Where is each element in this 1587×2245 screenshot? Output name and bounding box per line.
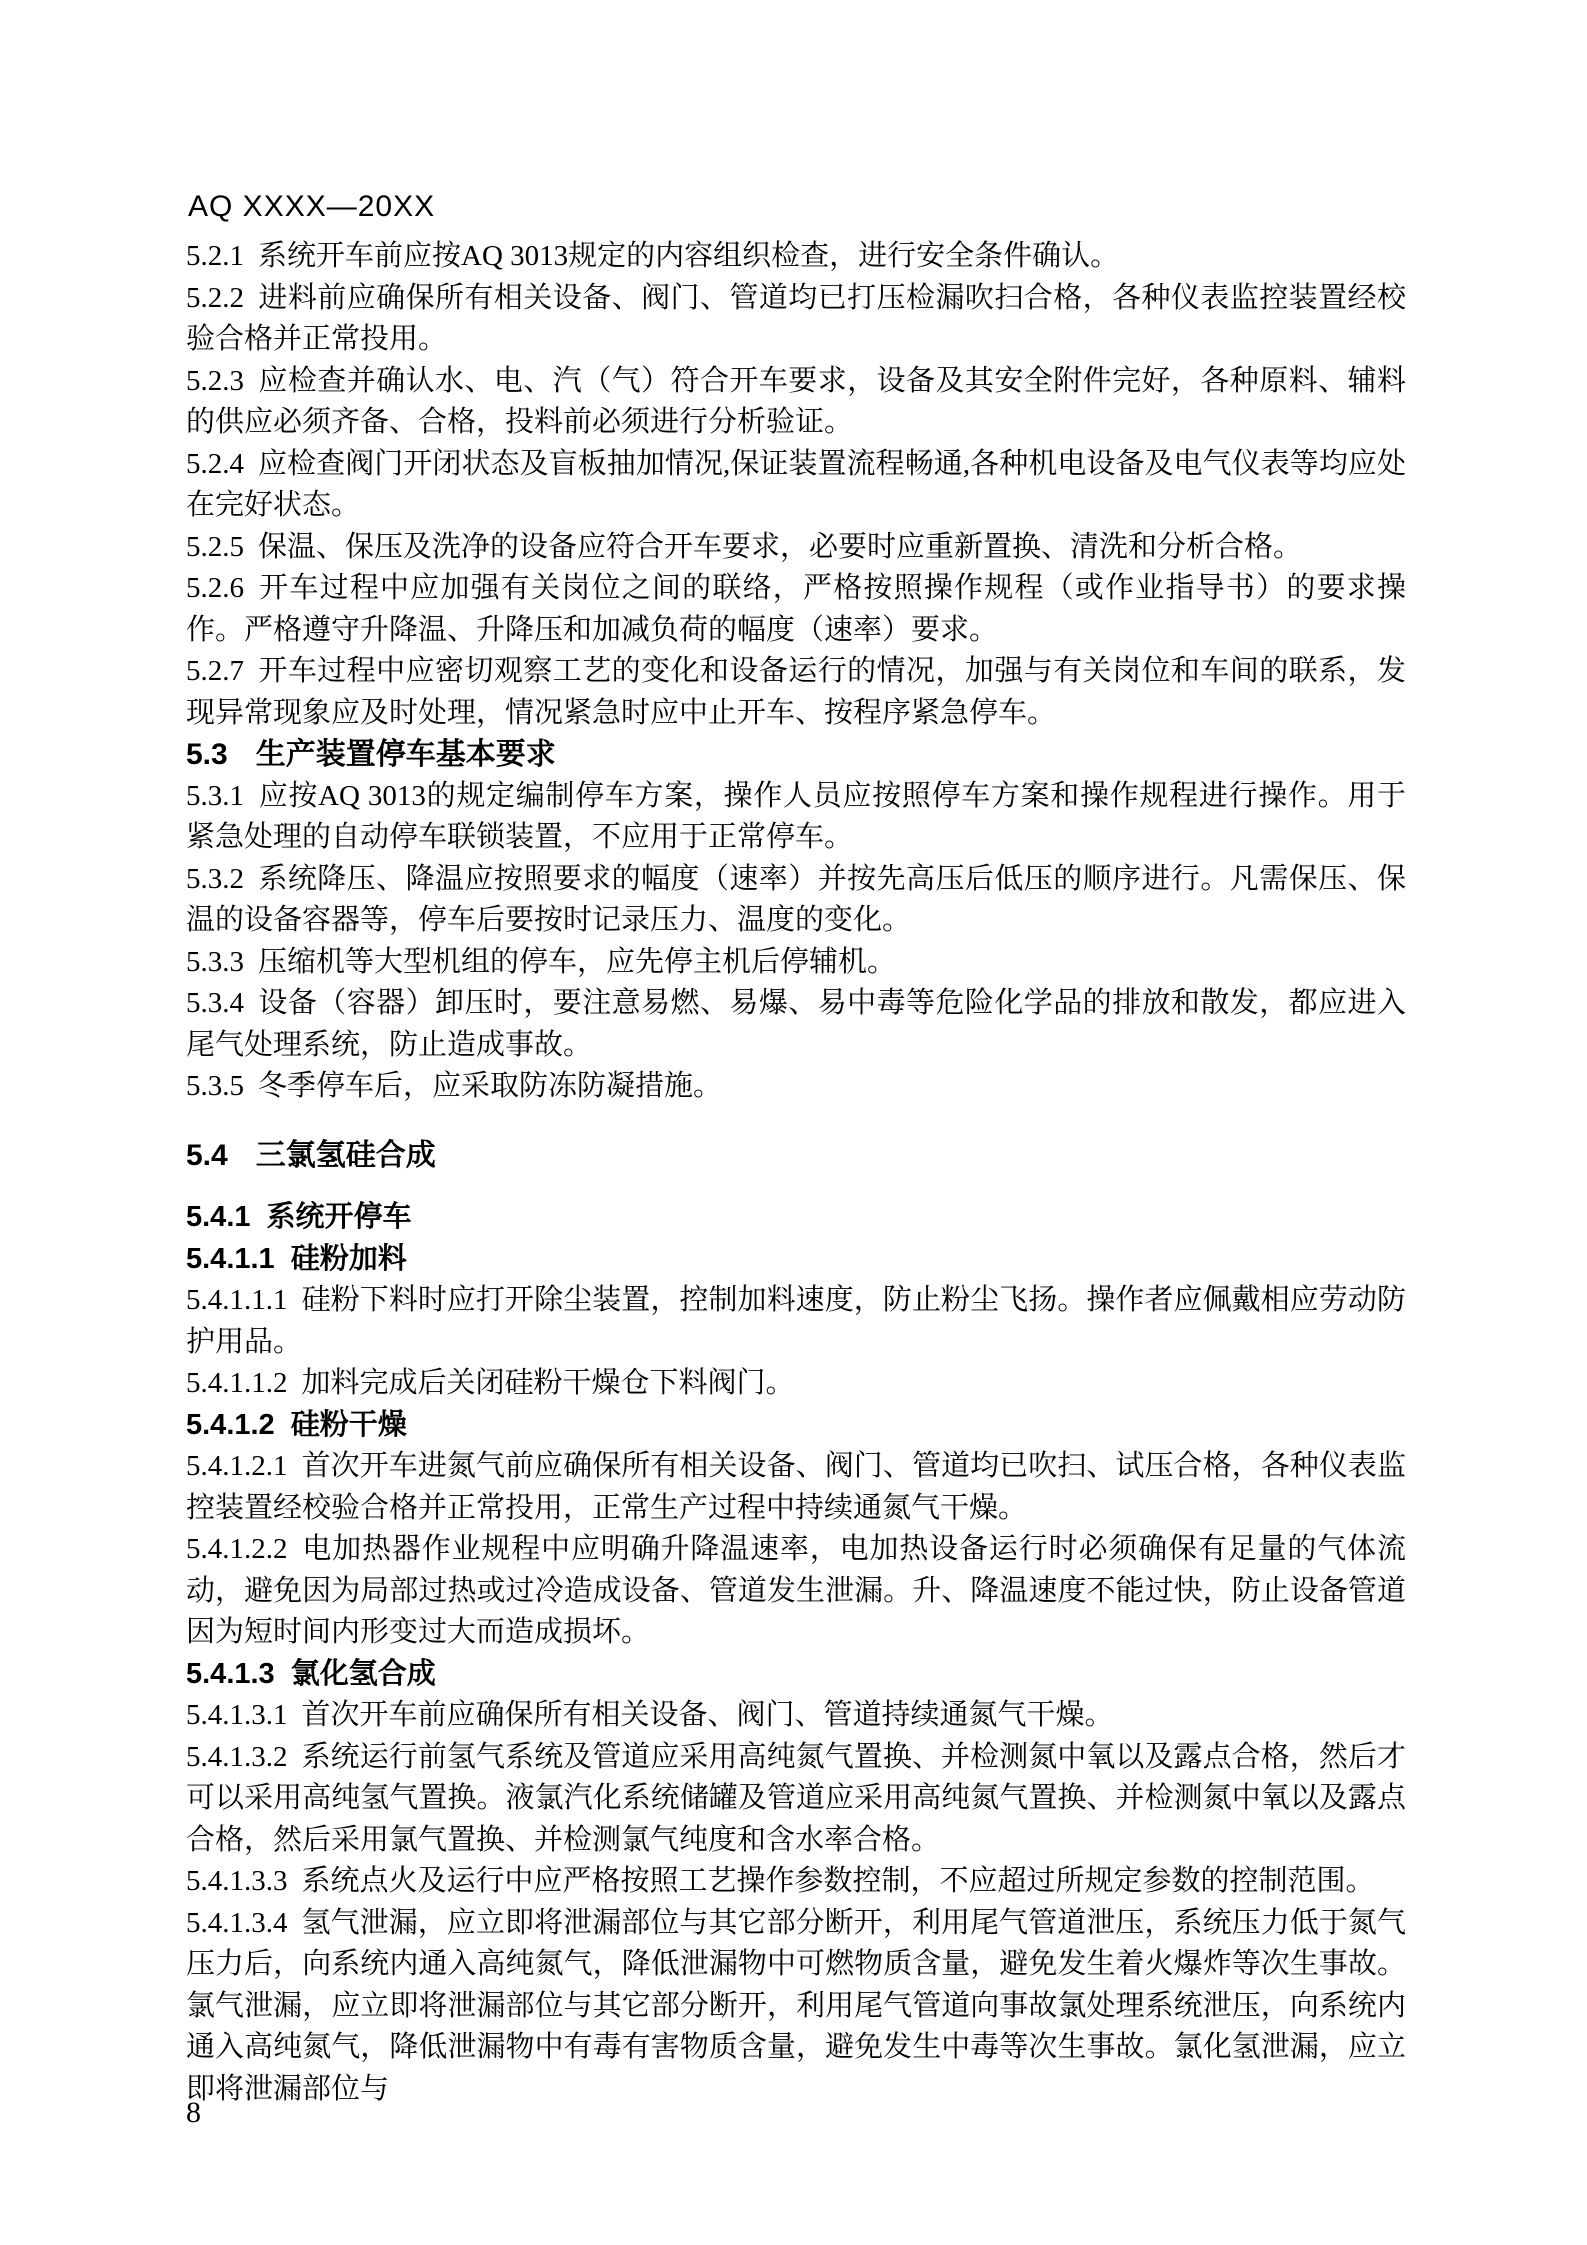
clause-number: 5.3 xyxy=(186,738,228,771)
clause-paragraph xyxy=(186,859,1406,942)
clause-number: 5.4.1.2.1 xyxy=(186,1450,288,1482)
clause-paragraph xyxy=(186,1446,1406,1529)
page-number: 8 xyxy=(186,2096,201,2129)
clause-paragraph xyxy=(186,1695,1406,1737)
clause-number: 5.4.1.2.2 xyxy=(186,1533,288,1565)
clause-text: 开车过程中应加强有关岗位之间的联络，严格按照操作规程（或作业指导书）的要求操作。严格遵守升降温、升降压和加减负荷的幅度（速率）要求。 xyxy=(186,572,1406,646)
clause-paragraph xyxy=(186,444,1406,527)
clause-number: 5.4 xyxy=(186,1138,228,1172)
clause-paragraph xyxy=(186,1529,1406,1654)
clause-number: 5.4.1.1.1 xyxy=(186,1284,288,1316)
section-heading xyxy=(186,1654,1406,1696)
clause-paragraph xyxy=(186,527,1406,569)
clause-number: 5.3.2 xyxy=(186,862,244,895)
clause-number: 5.2.6 xyxy=(186,572,244,604)
clause-number: 5.3.1 xyxy=(186,779,244,812)
clause-text: 进料前应确保所有相关设备、阀门、管道均已打压检漏吹扫合格，各种仪表监控装置经校验合格并正常投用。 xyxy=(186,281,1406,355)
clause-text: 电加热器作业规程中应明确升降温速率，电加热设备运行时必须确保有足量的气体流动，避免因为局部过热或过冷造成设备、管道发生泄漏。升、降温速度不能过快，防止设备管道因为短时间内形变过大而造成损坏。 xyxy=(186,1533,1406,1648)
clause-text: 应按AQ 3013的规定编制停车方案，操作人员应按照停车方案和操作规程进行操作。用于紧急处理的自动停车联锁装置，不应用于正常停车。 xyxy=(186,779,1406,853)
section-heading xyxy=(186,1135,1406,1177)
clause-paragraph xyxy=(186,236,1406,278)
clause-paragraph xyxy=(186,1737,1406,1862)
clause-paragraph xyxy=(186,651,1406,734)
clause-text: 生产装置停车基本要求 xyxy=(255,738,556,771)
clause-paragraph xyxy=(186,776,1406,859)
clause-number: 5.4.1.1.2 xyxy=(186,1367,288,1399)
clause-number: 5.3.5 xyxy=(186,1070,244,1102)
clause-text: 系统点火及运行中应严格按照工艺操作参数控制，不应超过所规定参数的控制范围。 xyxy=(301,1865,1375,1897)
clause-text: 应检查并确认水、电、汽（气）符合开车要求，设备及其安全附件完好，各种原料、辅料的供应必须齐备、合格，投料前必须进行分析验证。 xyxy=(186,364,1406,438)
section-heading xyxy=(186,734,1406,776)
doc-code-header: AQ XXXX—20XX xyxy=(188,190,436,223)
clause-paragraph xyxy=(186,1363,1406,1405)
clause-number: 5.2.7 xyxy=(186,655,244,687)
clause-text: 系统降压、降温应按照要求的幅度（速率）并按先高压后低压的顺序进行。凡需保压、保温的设备容器等，停车后要按时记录压力、温度的变化。 xyxy=(186,862,1406,936)
clause-number: 5.4.1.3.4 xyxy=(186,1906,288,1939)
clause-text: 设备（容器）卸压时，要注意易燃、易爆、易中毒等危险化学品的排放和散发，都应进入尾气处理系统，防止造成事故。 xyxy=(186,987,1406,1061)
document-body xyxy=(186,236,1406,2110)
section-heading xyxy=(186,1197,1406,1239)
clause-text: 硅粉加料 xyxy=(290,1242,407,1275)
clause-text: 冬季停车后，应采取防冻防凝措施。 xyxy=(258,1070,723,1102)
clause-text: 首次开车进氮气前应确保所有相关设备、阀门、管道均已吹扫、试压合格，各种仪表监控装置经校验合格并正常投用，正常生产过程中持续通氮气干燥。 xyxy=(186,1450,1406,1524)
clause-text: 氯化氢合成 xyxy=(290,1657,436,1690)
clause-number: 5.2.3 xyxy=(186,364,244,397)
clause-paragraph xyxy=(186,568,1406,651)
clause-number: 5.4.1.1 xyxy=(186,1242,275,1275)
section-heading xyxy=(186,1405,1406,1447)
clause-paragraph xyxy=(186,1280,1406,1363)
clause-number: 5.2.2 xyxy=(186,281,244,314)
clause-paragraph xyxy=(186,361,1406,444)
clause-text: 压缩机等大型机组的停车，应先停主机后停辅机。 xyxy=(258,945,897,978)
clause-number: 5.3.3 xyxy=(186,945,244,978)
clause-text: 应检查阀门开闭状态及盲板抽加情况,保证装置流程畅通,各种机电设备及电气仪表等均应处在完好状态。 xyxy=(186,447,1406,521)
clause-text: 系统开车前应按AQ 3013规定的内容组织检查，进行安全条件确认。 xyxy=(258,240,1120,272)
clause-text: 开车过程中应密切观察工艺的变化和设备运行的情况，加强与有关岗位和车间的联系，发现异常现象应及时处理，情况紧急时应中止开车、按程序紧急停车。 xyxy=(186,655,1406,729)
clause-paragraph xyxy=(186,942,1406,984)
clause-text: 加料完成后关闭硅粉干燥仓下料阀门。 xyxy=(301,1367,795,1399)
clause-number: 5.2.5 xyxy=(186,530,244,563)
clause-number: 5.4.1.3 xyxy=(186,1657,275,1690)
section-heading xyxy=(186,1239,1406,1281)
clause-text: 系统运行前氢气系统及管道应采用高纯氮气置换、并检测氮中氧以及露点合格，然后才可以采用高纯氢气置换。液氯汽化系统储罐及管道应采用高纯氮气置换、并检测氮中氧以及露点合格，然后采用氯气置换、并检测氯气纯度和含水率合格。 xyxy=(186,1740,1406,1856)
clause-text: 系统开停车 xyxy=(266,1201,412,1233)
clause-text: 氢气泄漏，应立即将泄漏部位与其它部分断开，利用尾气管道泄压，系统压力低于氮气压力后，向系统内通入高纯氮气，降低泄漏物中可燃物质含量，避免发生着火爆炸等次生事故。氯气泄漏，应立即将泄漏部位与其它部分断开，利用尾气管道向事故氯处理系统泄压，向系统内通入高纯氮气，降低泄漏物中有毒有害物质含量，避免发生中毒等次生事故。氯化氢泄漏，应立即将泄漏部位与 xyxy=(186,1906,1406,2105)
clause-number: 5.2.1 xyxy=(186,240,244,272)
clause-text: 硅粉干燥 xyxy=(290,1408,407,1441)
clause-text: 首次开车前应确保所有相关设备、阀门、管道持续通氮气干燥。 xyxy=(301,1699,1114,1731)
clause-number: 5.3.4 xyxy=(186,987,244,1019)
clause-number: 5.2.4 xyxy=(186,447,244,480)
clause-number: 5.4.1.2 xyxy=(186,1408,275,1441)
clause-text: 三氯氢硅合成 xyxy=(255,1138,436,1172)
clause-number: 5.4.1 xyxy=(186,1201,251,1233)
clause-paragraph xyxy=(186,278,1406,361)
clause-number: 5.4.1.3.1 xyxy=(186,1699,288,1731)
clause-paragraph xyxy=(186,1861,1406,1903)
clause-paragraph xyxy=(186,1903,1406,2111)
clause-paragraph xyxy=(186,983,1406,1066)
clause-number: 5.4.1.3.2 xyxy=(186,1740,288,1773)
clause-text: 硅粉下料时应打开除尘装置，控制加料速度，防止粉尘飞扬。操作者应佩戴相应劳动防护用品。 xyxy=(186,1284,1406,1358)
clause-number: 5.4.1.3.3 xyxy=(186,1865,288,1897)
clause-paragraph xyxy=(186,1066,1406,1108)
clause-text: 保温、保压及洗净的设备应符合开车要求，必要时应重新置换、清洗和分析合格。 xyxy=(258,530,1303,563)
